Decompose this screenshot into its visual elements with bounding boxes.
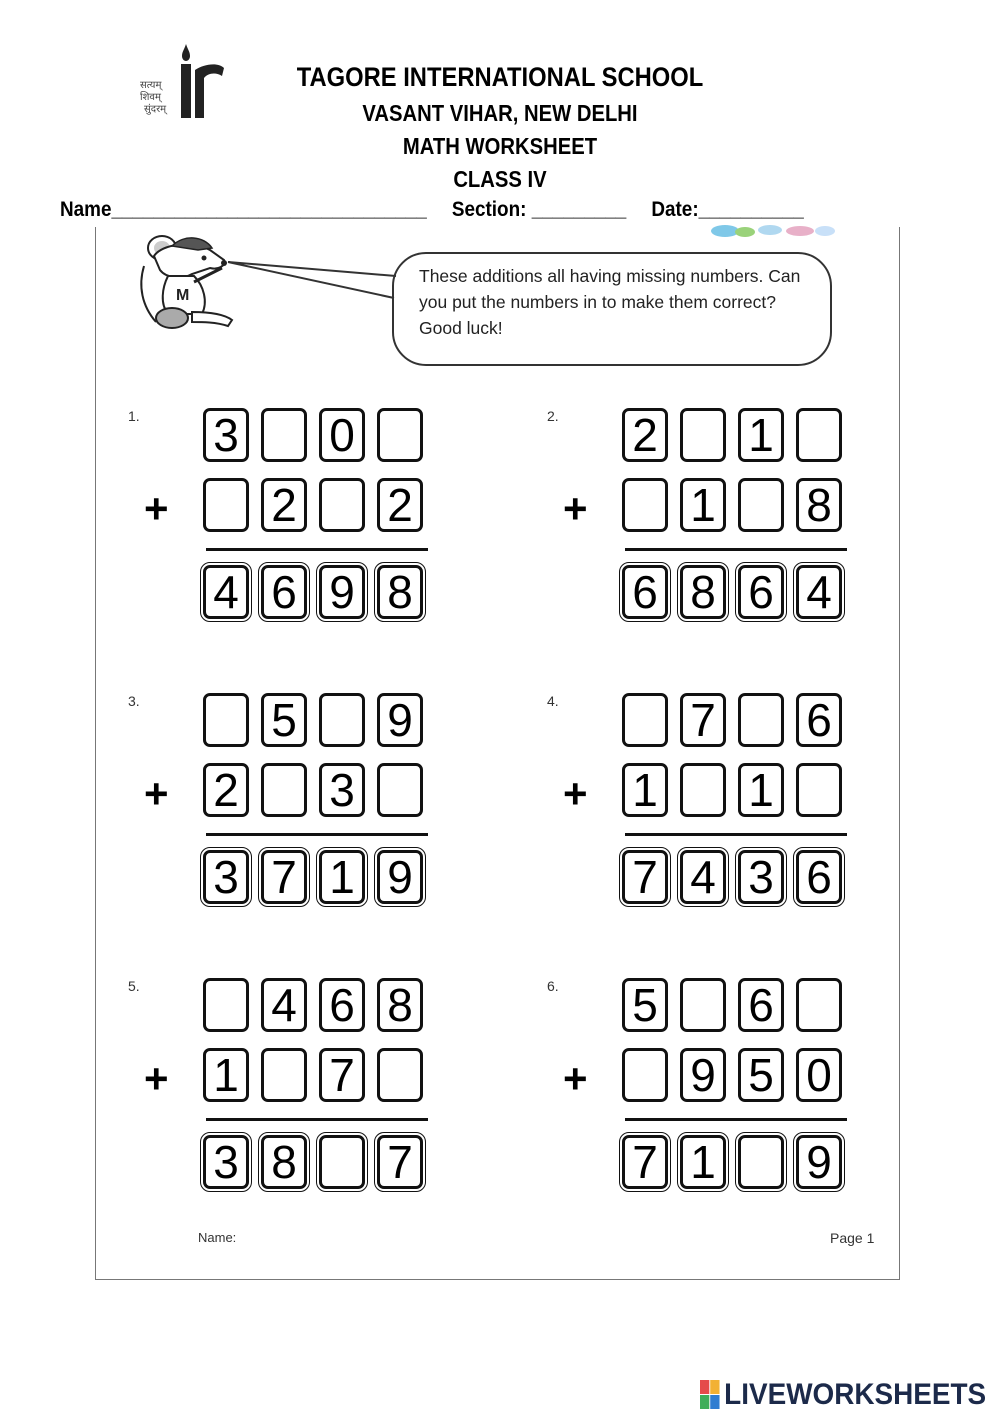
digit-box: 6: [796, 850, 842, 904]
digit-box: 5: [738, 1048, 784, 1102]
row-bottom: [203, 478, 435, 532]
digit-answer-box[interactable]: [622, 693, 668, 747]
sum-line: [206, 833, 428, 836]
row-sum: [622, 850, 854, 904]
digit-box: 9: [319, 565, 365, 619]
digit-box: 1: [319, 850, 365, 904]
mouse-mascot-icon: [132, 226, 242, 336]
speech-bubble: These additions all having missing numbers. Can you put the numbers in to make them correct? Good luck!: [392, 252, 832, 366]
digit-box: 9: [377, 693, 423, 747]
sum-line: [625, 548, 847, 551]
row-top: [203, 408, 435, 462]
row-bottom: [203, 1048, 435, 1102]
problem-number: 3.: [128, 693, 140, 709]
digit-box: 3: [203, 1135, 249, 1189]
worksheet-subject: MATH WORKSHEET: [402, 133, 598, 159]
row-top: [203, 978, 435, 1032]
digit-box: 8: [796, 478, 842, 532]
problem-1: [128, 408, 548, 648]
digit-answer-box[interactable]: [680, 408, 726, 462]
digit-answer-box[interactable]: [319, 693, 365, 747]
digit-answer-box[interactable]: [261, 1048, 307, 1102]
plus-sign: +: [563, 1055, 588, 1102]
problem-5: [128, 978, 548, 1218]
digit-box: 4: [796, 565, 842, 619]
class-label: CLASS IV: [453, 166, 547, 192]
digit-box: 6: [738, 978, 784, 1032]
digit-answer-box[interactable]: [680, 978, 726, 1032]
problem-number: 5.: [128, 978, 140, 994]
digit-box: 3: [203, 408, 249, 462]
digit-box: 6: [738, 565, 784, 619]
digit-answer-box[interactable]: [796, 763, 842, 817]
svg-text:शिवम्: शिवम्: [140, 92, 161, 103]
row-top: [622, 408, 854, 462]
student-fields: [60, 198, 824, 222]
digit-box: 8: [377, 978, 423, 1032]
digit-box: 4: [203, 565, 249, 619]
problem-number: 6.: [547, 978, 559, 994]
row-sum: [622, 565, 854, 619]
digit-box: 1: [738, 408, 784, 462]
plus-sign: +: [144, 770, 169, 817]
digit-box: 9: [377, 850, 423, 904]
digit-box: 2: [622, 408, 668, 462]
sum-line: [625, 1118, 847, 1121]
digit-box: 6: [796, 693, 842, 747]
digit-box: 7: [622, 1135, 668, 1189]
digit-answer-box[interactable]: [377, 1048, 423, 1102]
plus-sign: +: [144, 1055, 169, 1102]
problem-6: [547, 978, 967, 1218]
digit-box: 7: [319, 1048, 365, 1102]
date-field[interactable]: Date:__________: [651, 198, 804, 221]
row-top: [203, 693, 435, 747]
sum-line: [206, 548, 428, 551]
digit-answer-box[interactable]: [796, 408, 842, 462]
digit-box: 2: [203, 763, 249, 817]
row-sum: [203, 850, 435, 904]
plus-sign: +: [563, 770, 588, 817]
footer-name: Name:: [198, 1230, 237, 1245]
problem-4: [547, 693, 967, 933]
digit-box: 6: [319, 978, 365, 1032]
digit-box: 8: [680, 565, 726, 619]
digit-box: 0: [319, 408, 365, 462]
row-top: [622, 978, 854, 1032]
school-location: VASANT VIHAR, NEW DELHI: [362, 100, 638, 126]
plus-sign: +: [563, 485, 588, 532]
plus-sign: +: [144, 485, 169, 532]
digit-box: 9: [680, 1048, 726, 1102]
digit-box: 1: [680, 1135, 726, 1189]
digit-box: 7: [622, 850, 668, 904]
digit-box: 8: [261, 1135, 307, 1189]
digit-box: 3: [738, 850, 784, 904]
digit-box: 6: [622, 565, 668, 619]
digit-answer-box[interactable]: [680, 763, 726, 817]
row-bottom: [622, 478, 854, 532]
digit-box: 7: [261, 850, 307, 904]
digit-answer-box[interactable]: [796, 978, 842, 1032]
row-bottom: [622, 763, 854, 817]
row-bottom: [203, 763, 435, 817]
digit-box: 1: [680, 478, 726, 532]
liveworksheets-watermark: [700, 1378, 986, 1412]
digit-answer-box[interactable]: [203, 693, 249, 747]
digit-answer-box[interactable]: [738, 478, 784, 532]
footer-page: Page 1: [830, 1230, 875, 1246]
digit-answer-box[interactable]: [622, 1048, 668, 1102]
digit-answer-box[interactable]: [622, 478, 668, 532]
digit-box: 3: [203, 850, 249, 904]
problem-number: 1.: [128, 408, 140, 424]
row-top: [622, 693, 854, 747]
digit-box: 7: [680, 693, 726, 747]
sum-line: [625, 833, 847, 836]
digit-box: 3: [319, 763, 365, 817]
school-name: TAGORE INTERNATIONAL SCHOOL: [296, 62, 704, 92]
sum-line: [206, 1118, 428, 1121]
digit-answer-box[interactable]: [319, 478, 365, 532]
liveworksheets-logo-icon: [700, 1380, 720, 1410]
digit-box: 8: [377, 565, 423, 619]
digit-answer-box[interactable]: [377, 408, 423, 462]
digit-answer-box[interactable]: [319, 1135, 365, 1189]
problem-2: [547, 408, 967, 648]
problem-3: [128, 693, 548, 933]
row-sum: [622, 1135, 854, 1189]
digit-answer-box[interactable]: [738, 693, 784, 747]
digit-answer-box[interactable]: [261, 408, 307, 462]
row-bottom: [622, 1048, 854, 1102]
row-sum: [203, 565, 435, 619]
digit-box: 6: [261, 565, 307, 619]
digit-box: 1: [622, 763, 668, 817]
digit-box: 5: [261, 693, 307, 747]
digit-box: 5: [622, 978, 668, 1032]
decorative-strip: [690, 224, 840, 238]
digit-box: 2: [261, 478, 307, 532]
digit-answer-box[interactable]: [738, 1135, 784, 1189]
problem-number: 2.: [547, 408, 559, 424]
digit-answer-box[interactable]: [377, 763, 423, 817]
digit-box: 9: [796, 1135, 842, 1189]
digit-box: 7: [377, 1135, 423, 1189]
svg-text:सत्यम्: सत्यम्: [140, 80, 162, 91]
svg-text:सुंदरम्: सुंदरम्: [144, 104, 167, 115]
watermark-text: LIVEWORKSHEETS: [724, 1378, 987, 1411]
problem-number: 4.: [547, 693, 559, 709]
digit-box: 2: [377, 478, 423, 532]
digit-answer-box[interactable]: [203, 478, 249, 532]
digit-answer-box[interactable]: [203, 978, 249, 1032]
digit-answer-box[interactable]: [261, 763, 307, 817]
digit-box: 4: [261, 978, 307, 1032]
section-field[interactable]: Section: _________: [451, 198, 627, 221]
svg-text:M: M: [176, 287, 190, 304]
digit-box: 0: [796, 1048, 842, 1102]
digit-box: 4: [680, 850, 726, 904]
digit-box: 1: [203, 1048, 249, 1102]
digit-box: 1: [738, 763, 784, 817]
name-field[interactable]: Name______________________________: [60, 198, 427, 221]
row-sum: [203, 1135, 435, 1189]
